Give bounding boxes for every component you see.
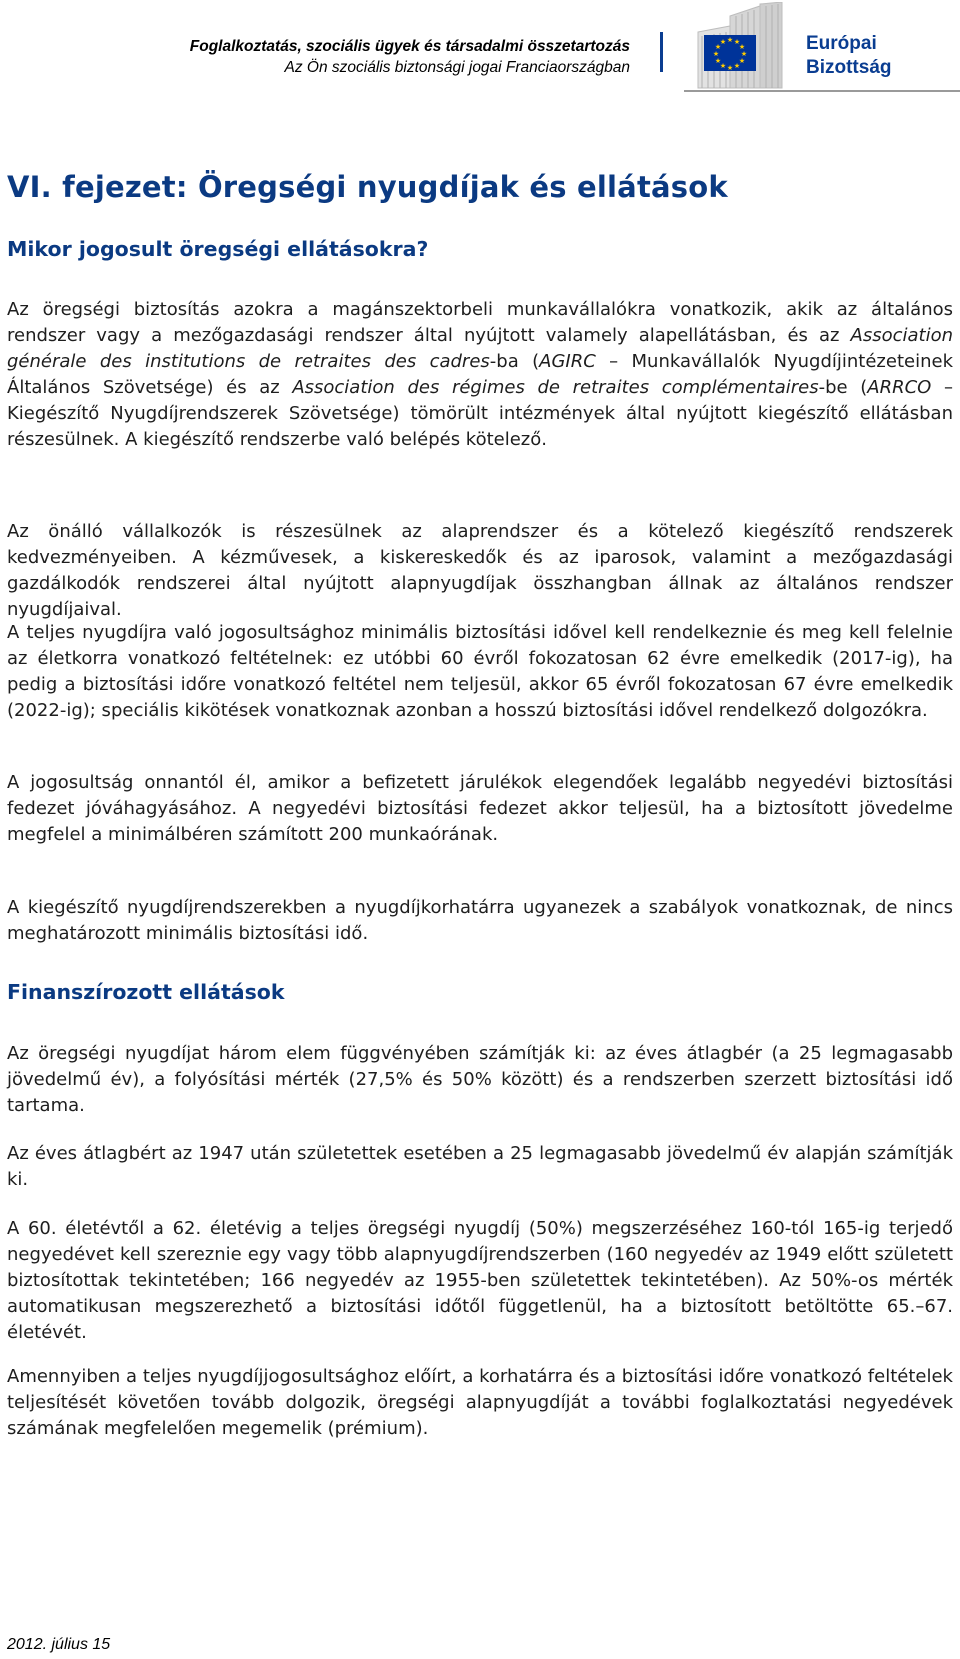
p1-text-i: – Kiegészítő Nyugdíjrendszerek Szövetsége) tömörült intézmények által nyújtott kiegészítő ellátásban részesülnek. A kiegészítő rendszerbe való belépés kötelező. — [7, 377, 953, 450]
svg-text:★: ★ — [714, 57, 722, 65]
p1-arrco-name: Association des régimes de retraites complémentaires — [292, 377, 819, 398]
svg-text:★: ★ — [726, 36, 734, 44]
svg-text:★: ★ — [733, 38, 741, 46]
paragraph-4: A jogosultság onnantól él, amikor a befizetett járulékok elegendőek legalább negyedévi biztosítási fedezet jóváhagyásához. A negyedévi biztosítási fedezet akkor teljesül, ha a biztosított jövedelme megfelel a minimálbéren számított 200 munkaórának. — [7, 772, 953, 845]
svg-text:★: ★ — [726, 64, 734, 72]
svg-text:★: ★ — [733, 62, 741, 70]
paragraph-5: A kiegészítő nyugdíjrendszerekben a nyugdíjkorhatárra ugyanezek a szabályok vonatkoznak, de nincs meghatározott minimális biztosítási idő. — [7, 897, 953, 944]
svg-text:★: ★ — [714, 43, 722, 51]
header-text — [190, 36, 630, 78]
section-title-eligibility: Mikor jogosult öregségi ellátásokra? — [7, 237, 429, 261]
header-divider — [660, 32, 663, 72]
ec-logo-graphic — [690, 2, 958, 90]
svg-text:★: ★ — [738, 57, 746, 65]
section-title-financing: Finanszírozott ellátások — [7, 980, 285, 1004]
header-rule — [684, 90, 960, 92]
svg-text:★: ★ — [738, 43, 746, 51]
paragraph-3: A teljes nyugdíjra való jogosultsághoz minimális biztosítási idővel kell rendelkeznie és meg kell felelnie az életkorra vonatkozó feltételnek: ez utóbbi 60 évről fokozatosan 62 évre emelkedik (2017-ig), ha pedig a biztosítási időre vonatkozó feltétel nem teljesül, akkor 65 évről fokozatosan 67 évre emelkedik (2022-ig); speciális kikötések vonatkoznak azonban a hosszú biztosítási idővel rendelkező dolgozókra. — [7, 622, 953, 721]
header-line-1: Foglalkoztatás, szociális ügyek és társadalmi összetartozás — [189, 38, 630, 55]
svg-text:★: ★ — [719, 38, 727, 46]
svg-text:★: ★ — [712, 50, 720, 58]
paragraph-2: Az önálló vállalkozók is részesülnek az alaprendszer és a kötelező kiegészítő rendszerek kedvezményeiben. A kézművesek, a kiskereskedők és az iparosok, valamint a mezőgazdasági gazdálkodók rendszerei által nyújtott alapnyugdíjak összhangban állnak az általános rendszer nyugdíjaival. — [7, 521, 953, 620]
paragraph-9: Amennyiben a teljes nyugdíjjogosultsághoz előírt, a korhatárra és a biztosítási időre vonatkozó feltételek teljesítését követően tovább dolgozik, öregségi alapnyugdíját a további foglalkoztatási negyedévek számának megfelelően megemelik (prémium). — [7, 1366, 953, 1439]
page-header — [0, 0, 960, 92]
footer-date: 2012. július 15 — [7, 1636, 111, 1653]
paragraph-8: A 60. életévtől a 62. életévig a teljes öregségi nyugdíj (50%) megszerzéséhez 160-tól 165-ig terjedő negyedévet kell szereznie egy vagy több alapnyugdíjrendszerben (160 negyedév az 1949 előtt született biztosítottak tekintetében; 166 negyedév az 1955-ben születettek tekintetében). Az 50%-os mérték automatikusan megszerezhető a biztosítási időtől függetlenül, ha a biztosított betöltötte 65.–67. életévét. — [7, 1218, 953, 1343]
svg-text:★: ★ — [719, 62, 727, 70]
p1-text-c: -ba ( — [489, 351, 540, 372]
paragraph-7: Az éves átlagbért az 1947 után születettek esetében a 25 legmagasabb jövedelmű év alapján számítják ki. — [7, 1143, 953, 1190]
paragraph-1 — [7, 297, 953, 453]
chapter-title: VI. fejezet: Öregségi nyugdíjak és ellátások — [7, 170, 728, 204]
paragraph-6: Az öregségi nyugdíjat három elem függvényében számítják ki: az éves átlagbér (a 25 legmagasabb jövedelmű év), a folyósítási mérték (27,5% és 50% között) és a rendszerben szerzett biztosítási idő tartama. — [7, 1043, 953, 1116]
svg-text:★: ★ — [740, 50, 748, 58]
p1-arrco-abbr: ARRCO — [867, 377, 932, 398]
header-line-2: Az Ön szociális biztonsági jogai Franciaországban — [284, 59, 630, 76]
p1-text-e: – Munkavállalók Nyugdíjintézeteinek Általános Szövetsége) és az — [7, 351, 953, 398]
logo-text-line-1: Európai — [806, 33, 877, 54]
p1-agirc-name: Association générale des institutions de retraites des cadres — [7, 325, 953, 372]
european-commission-logo — [690, 2, 958, 90]
logo-text-line-2: Bizottság — [806, 57, 892, 78]
p1-agirc-abbr: AGIRC — [539, 351, 596, 372]
p1-text-a: Az öregségi biztosítás azokra a magánszektorbeli munkavállalókra vonatkozik, akik az általános rendszer vagy a mezőgazdasági rendszer által nyújtott valamely alapellátásban, és az — [7, 299, 953, 346]
p1-text-g: -be ( — [818, 377, 868, 398]
